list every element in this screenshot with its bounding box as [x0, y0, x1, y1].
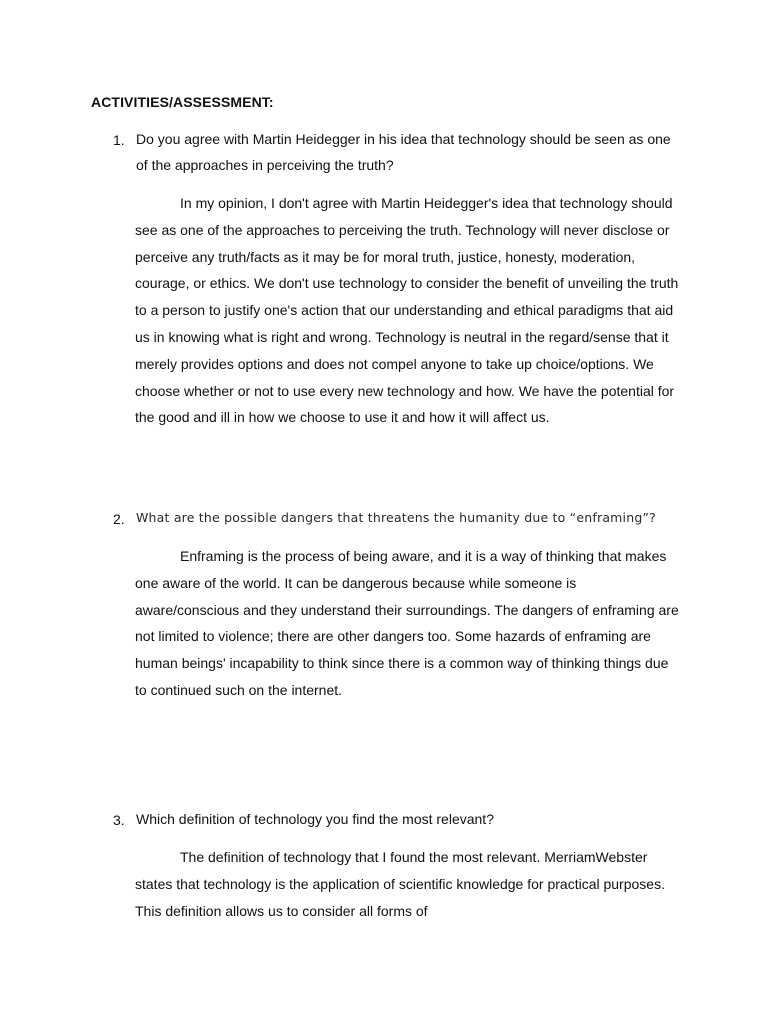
question-3-text: Which definition of technology you find the most relevant?	[136, 811, 494, 827]
answer-3-paragraph: The definition of technology that I found the most relevant. MerriamWebster states that technology is the application of scientific knowledge for practical purposes. This definition allows us to consider all forms of	[135, 849, 665, 919]
question-2-text: What are the possible dangers that threatens the humanity due to “enframing”?	[136, 510, 656, 525]
question-1-number: 1.	[113, 132, 125, 148]
question-1-text: Do you agree with Martin Heidegger in his idea that technology should be seen as one of the approaches in perceiving the truth?	[136, 131, 671, 173]
answer-1-paragraph: In my opinion, I don't agree with Martin Heidegger's idea that technology should see as one of the approaches to perceiving the truth. Technology will never disclose or perceive any truth/facts as it may be for moral truth, justice, honesty, moderation, courage, or ethics. We don't use technology to consider the benefit of unveiling the truth to a person to justify one's action that our understanding and ethical paradigms that aid us in knowing what is right and wrong. Technology is neutral in the regard/sense that it merely provides options and does not compel anyone to take up choice/options. We choose whether or not to use every new technology and how. We have the potential for the good and ill in how we choose to use it and how it will affect us.	[135, 195, 679, 426]
page-heading: ACTIVITIES/ASSESSMENT:	[91, 94, 274, 110]
question-2-number: 2.	[113, 511, 125, 527]
question-3-number: 3.	[113, 812, 125, 828]
answer-2-paragraph: Enframing is the process of being aware, and it is a way of thinking that makes one aware of the world. It can be dangerous because while someone is aware/conscious and they understand their surroundings. The dangers of enframing are not limited to violence; there are other dangers too. Some hazards of enframing are human beings' incapability to think since there is a common way of thinking things due to continued such on the internet.	[135, 548, 679, 698]
